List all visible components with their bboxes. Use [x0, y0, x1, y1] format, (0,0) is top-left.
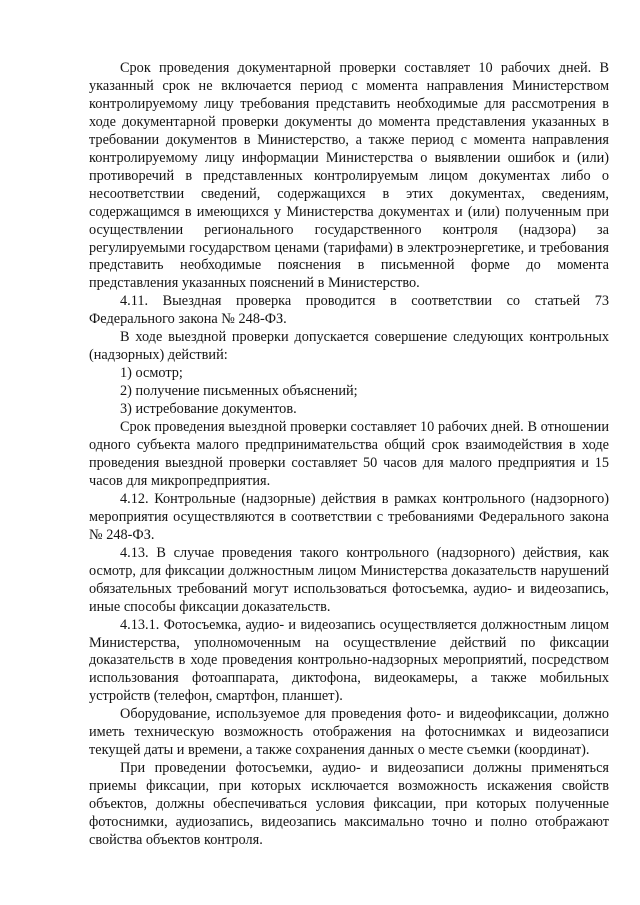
paragraph-documentary-check-term: Срок проведения документарной проверки составляет 10 рабочих дней. В указанный срок не включается период с момента направления Министерством контролируемому лицу требования представить необходимые для рассмотрения в ходе документарной проверки документы до момента представления указанных в требовании документов в Министерство, а также период с момента направления контролируемому лицу информации Министерства о выявлении ошибок и (или) противоречий в представленных контролируемым лицом документах либо о несоответствии сведений, содержащихся в этих документах, сведениям, содержащимся в имеющихся у Министерства документах и (или) полученным при осуществлении регионального государственного контроля (надзора) за регулируемыми государством ценами (тарифами) в электроэнергетике, и требования представить необходимые пояснения в письменной форме до момента представления указанных пояснений в Министерство. [89, 60, 609, 292]
list-item: 3) истребование документов. [120, 401, 297, 418]
paragraph-4-12: 4.12. Контрольные (надзорные) действия в рамках контрольного (надзорного) мероприятия осуществляются в соответствии с требованиями Федерального закона № 248-ФЗ. [89, 490, 609, 543]
list-item: 1) осмотр; [120, 365, 183, 382]
paragraph-fixation-methods: При проведении фотосъемки, аудио- и видеозаписи должны применяться приемы фиксации, при которых исключается возможность искажения свойств объектов, должны обеспечиваться условия фиксации, при которых полученные фотоснимки, аудиозапись, видеозапись максимально точно и полно отображают свойства объектов контроля. [89, 760, 609, 848]
paragraph-4-13: 4.13. В случае проведения такого контрольного (надзорного) действия, как осмотр, для фиксации должностным лицом Министерства доказательств нарушений обязательных требований могут использоваться фотосъемка, аудио- и видеозапись, иные способы фиксации доказательств. [89, 544, 609, 615]
paragraph-onsite-check-term: Срок проведения выездной проверки составляет 10 рабочих дней. В отношении одного субъекта малого предпринимательства общий срок взаимодействия в ходе проведения выездной проверки составляет 50 часов для малого предприятия и 15 часов для микропредприятия. [89, 419, 609, 489]
paragraph-4-11: 4.11. Выездная проверка проводится в соответствии со статьей 73 Федерального закона № 248-ФЗ. [89, 293, 609, 328]
actions-list [89, 365, 609, 419]
paragraph-allowed-actions: В ходе выездной проверки допускается совершение следующих контрольных (надзорных) действий: [89, 329, 609, 364]
paragraph-4-13-1: 4.13.1. Фотосъемка, аудио- и видеозапись осуществляется должностным лицом Министерства, уполномоченным на осуществление действий по фиксации доказательств в ходе проведения контрольно-надзорных мероприятий, посредством использования фотоаппарата, диктофона, видеокамеры, а также мобильных устройств (телефон, смартфон, планшет). [89, 616, 609, 705]
paragraph-equipment: Оборудование, используемое для проведения фото- и видеофиксации, должно иметь техническую возможность отображения на фотоснимках и видеозаписи текущей даты и времени, а также сохранения данных о месте съемки (координат). [89, 706, 609, 759]
list-item: 2) получение письменных объяснений; [120, 383, 358, 400]
